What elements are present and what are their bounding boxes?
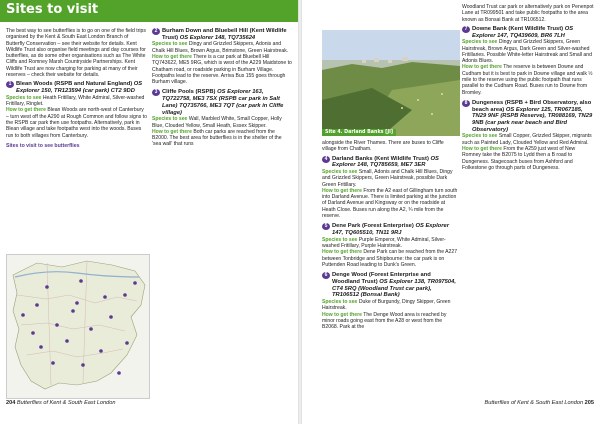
site-entry-4 — [322, 156, 458, 220]
page-number: 204 — [6, 400, 16, 406]
running-title: Butterflies of Kent & South East London — [16, 400, 116, 406]
running-title: Butterflies of Kent & South East London — [484, 400, 584, 406]
site-number-badge: 8 — [462, 100, 470, 107]
directions-label: How to get there — [152, 54, 192, 60]
site-entry-1 — [6, 81, 148, 138]
site-grid-ref: OS Explorer 147, TQ439609, BR6 7LH — [472, 25, 574, 39]
species-label: Species to see — [6, 94, 42, 101]
site-species: Small, Adonis and Chalk Hill Blues, Dingy and Grizzled Skippers, Green Hairstreak, possible Dark Green Fritillary. — [322, 169, 453, 188]
species-label: Species to see — [462, 39, 498, 46]
directions-label: How to get there — [6, 107, 46, 114]
site-entry-8 — [462, 100, 594, 171]
site-entry-7 — [462, 26, 594, 96]
site-number-badge: 5 — [322, 223, 330, 230]
site-entry-5 — [322, 223, 458, 268]
site-photo — [322, 30, 460, 136]
page-number: 205 — [584, 400, 594, 406]
map-caption: Sites to visit to see butterflies — [6, 142, 80, 149]
species-label: Species to see — [322, 299, 358, 306]
site-directions: Dene Park can be reached from the A227 between Tonbridge and Shipbourne: the car park is on Puttenden Road leading to Dunk's Green. — [322, 249, 458, 268]
site-species: Purple Emperor, White Admiral, Silver-washed Fritillary, Purple Hairstreak. — [322, 236, 446, 250]
directions-label: How to get there — [322, 187, 362, 194]
site-entry-2 — [152, 28, 292, 85]
right-column-1 — [322, 140, 458, 335]
site-number-badge: 6 — [322, 272, 330, 279]
sites-map-graphic — [7, 255, 149, 398]
site-entry-6 — [322, 272, 458, 330]
site-number-badge: 1 — [6, 81, 14, 88]
page-title: Sites to visit — [6, 2, 99, 17]
site-directions: Blean Woods are north-west of Canterbury – turn west off the A290 at Rough Common and follow signs to the RSPB car park then use footpaths. Alternatively, park in Blean village and take footpaths west into the woods. Buses run to both villages from Canterbury. — [6, 107, 147, 139]
site-number-badge: 4 — [322, 156, 330, 163]
left-column-1 — [6, 28, 148, 151]
site-entry-3 — [152, 89, 292, 147]
site-species: Duke of Burgundy, Dingy Skipper, Green Hairstreak. — [322, 299, 451, 312]
site-grid-ref: OS Explorer 125, TR067185, TN29 9NF (RSPB Reserve), TR088169, TN29 9NB (car park near beach and Bird Observatory) — [472, 106, 593, 133]
site-directions: From the A259 just west of New Romney take the B2075 to Lydd then a B road to Dungeness. Stagecoach buses from Ashford and Folkestone go through parts of Dungeness. — [462, 146, 576, 171]
continued-text: alongside the River Thames. There are buses to Cliffe village from Chatham. — [322, 140, 444, 153]
site-number-badge: 7 — [462, 26, 470, 33]
right-footer — [485, 400, 594, 406]
title-banner — [0, 0, 298, 22]
directions-label: How to get there — [322, 311, 362, 318]
site-name: Burham Down and Bluebell Hill (Kent Wildlife Trust) — [162, 28, 287, 41]
species-label: Species to see — [462, 133, 498, 140]
site-name: Cliffe Pools (RSPB) — [162, 89, 216, 96]
intro-paragraph: The best way to see butterflies is to go on one of the field trips organised by the Kent & South East London Branch of Butterfly Conservation – see their website for details. Kent Wildlife Trust also organise field meetings and day courses for butterflies, as do some other organisations such as The White Cliffs and Romney Marsh Countryside Partnerships. Kent Wildlife Trust are now charging for parking at many of their reserves – check their website for details. — [6, 28, 146, 79]
photo-landscape — [322, 30, 460, 136]
site-grid-ref: OS Explorer 147, TQ605510, TN11 9RJ — [332, 223, 449, 237]
species-label: Species to see — [322, 169, 358, 175]
right-column-2 — [462, 4, 594, 175]
site-name: Blean Woods (RSPB and Natural England) — [16, 81, 133, 88]
site-number-badge: 2 — [152, 28, 160, 35]
directions-label: How to get there — [462, 64, 502, 71]
left-column-2 — [152, 28, 292, 152]
right-page — [302, 0, 600, 424]
site-grid-ref: OS Explorer 163, TQ722758, ME3 7SX (RSPB car park in Salt Lane) TQ735766, ME3 7QT (car park in Cliffe village) — [162, 89, 284, 116]
left-footer — [6, 400, 115, 406]
site-species: Dingy and Grizzled Skippers, Adonis and Chalk Hill Blues, Brown Argus, Brimstone, Green Hairstreak. — [152, 41, 289, 54]
directions-label: How to get there — [152, 128, 192, 135]
site-name: Downe Bank (Kent Wildlife Trust) — [472, 25, 564, 32]
species-label: Species to see — [322, 236, 358, 243]
photo-caption: Site 4. Darland Banks [JI] — [322, 129, 396, 136]
continued-text-2: Woodland Trust car park or alternatively park on Penenpot Lane at TR099501 and take public footpaths to the area known as Bonsai Bank at TR106512. — [462, 4, 594, 23]
site-number-badge: 3 — [152, 89, 160, 96]
site-name: Dungeness (RSPB + Bird Observatory, also beach area) — [472, 99, 592, 113]
species-label: Species to see — [152, 116, 188, 123]
site-species: Heath Fritillary, White Admiral, Silver-washed Fritillary, Ringlet. — [6, 94, 145, 108]
site-species: Dingy and Grizzled Skippers, Green Hairstreak, Brown Argus, Dark Green and Silver-washed Fritillaries. Possible White-letter Hairstreak and Small and Adonis Blues. — [462, 39, 592, 65]
site-name: Dene Park (Forest Enterprise) — [332, 223, 414, 230]
site-name: Denge Wood (Forest Enterprise and Woodland Trust) — [332, 272, 431, 285]
site-grid-ref: OS Explorer 148, TQ785659, ME7 3ER — [332, 155, 439, 169]
site-grid-ref: OS Explorer 138, TR097504, CT4 5RQ (Woodland Trust car park), TR106512 (Bonsai Bank) — [332, 278, 456, 299]
site-directions: The Denge Wood area is reached by minor roads going east from the A28 or west from the B2068. Park at the — [322, 311, 447, 331]
directions-label: How to get there — [462, 146, 502, 153]
site-grid-ref: OS Explorer 148, TQ735624 — [179, 34, 256, 41]
site-name: Darland Banks (Kent Wildlife Trust) — [332, 155, 429, 162]
site-directions: From the A2 east of Gillingham turn south into Darland Avenue. There is limited parking at the junction of Darland Avenue and Kingsway or on the roadside at Heath Close. Buses run along the A2, ¾ mile from the reserve. — [322, 187, 458, 220]
site-species: Wall, Marbled White, Small Copper, Holly Blue, Clouded Yellow, Small Heath, Essex Skipper. — [152, 116, 282, 129]
site-directions: There is a car park at Bluebell Hill TQ743622, ME5 9RG, which is west of the A229 Maidstone to Chatham road, or roadside parking in Burham Village. Footpaths lead to the reserve. Arriva Bus 155 goes through Burham village. — [152, 54, 292, 86]
species-label: Species to see — [152, 41, 188, 48]
sites-map — [6, 254, 150, 399]
site-directions: Both car parks are reached from the B2000. The best area for butterflies is in the shelter of the 'sea wall' that runs — [152, 128, 282, 148]
site-grid-ref: OS Explorer 150, TR123594 (car park) CT2 9DD — [16, 81, 143, 95]
left-page — [0, 0, 298, 424]
site-species: Small Copper, Grizzled Skipper, migrants such as Painted Lady, Clouded Yellow and Red Admiral. — [462, 133, 592, 146]
site-directions: The reserve is between Downe and Cudham but it is best to park in Downe village and walk ½ mile to the reserve using the public footpath that runs parallel to the Cudham Road. Buses run to Downe from Bromley. — [462, 64, 593, 96]
directions-label: How to get there — [322, 249, 362, 256]
